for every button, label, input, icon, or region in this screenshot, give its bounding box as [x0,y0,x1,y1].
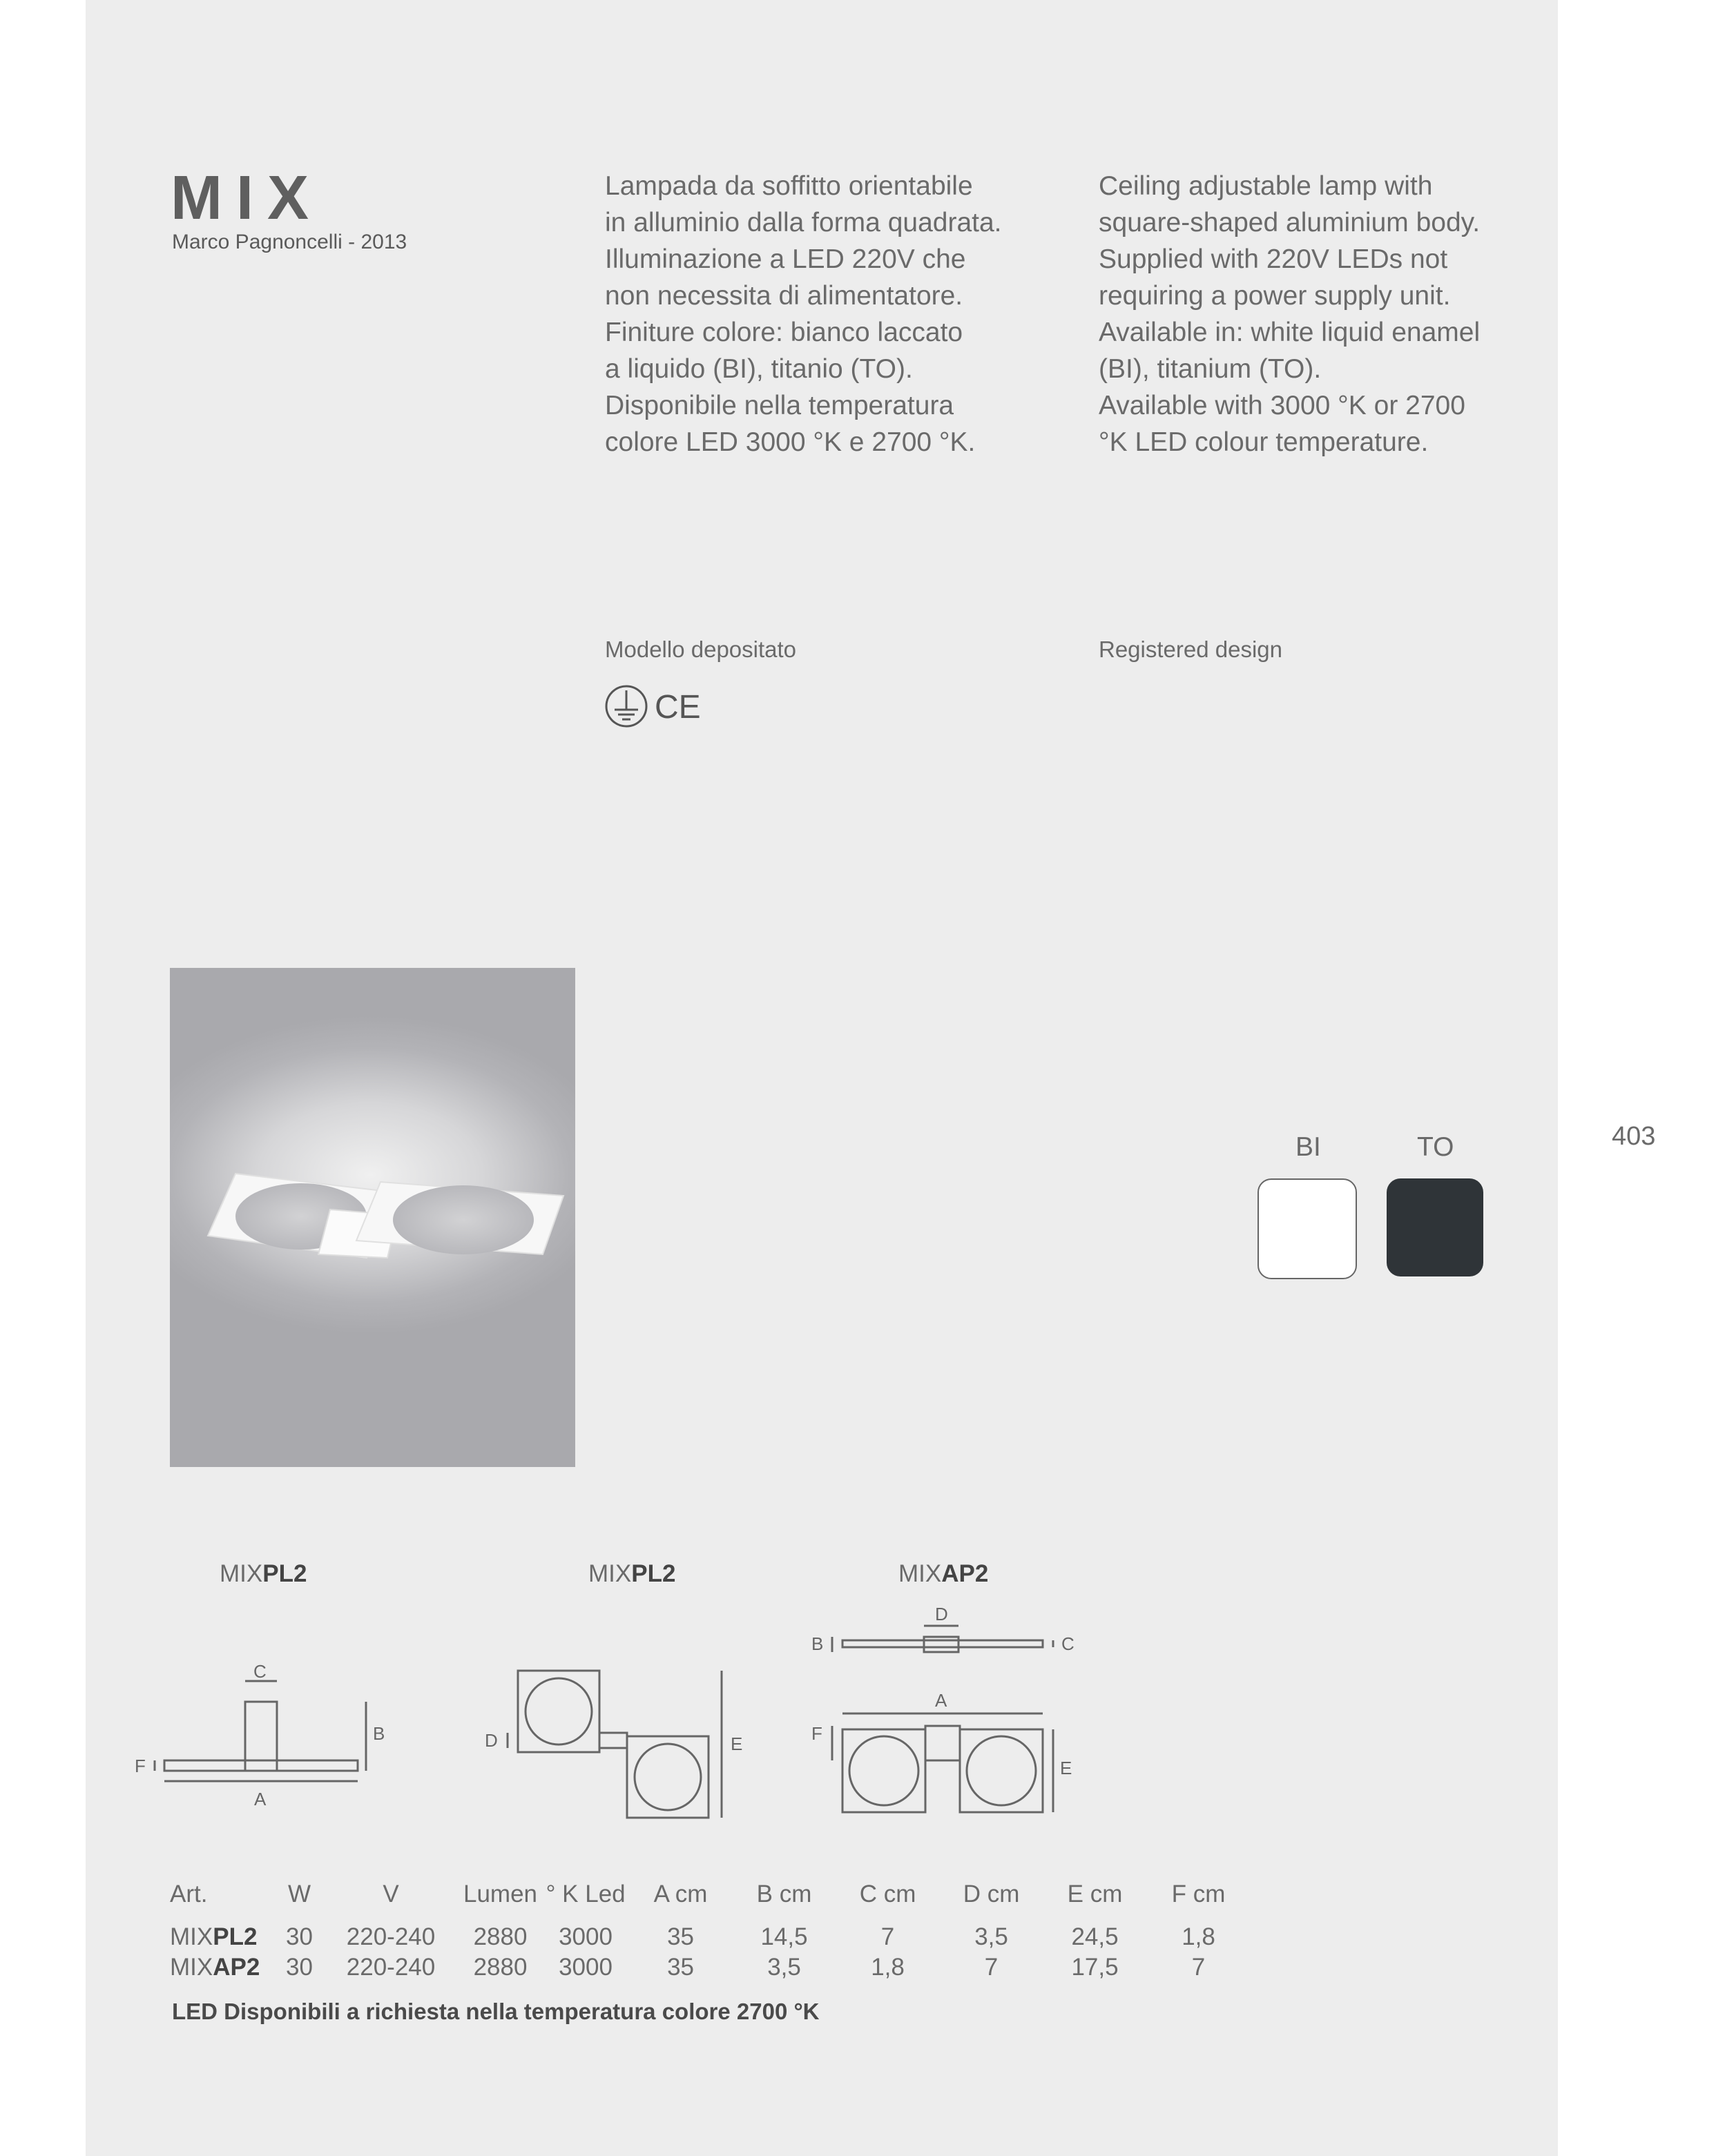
product-photo [170,968,575,1467]
table-cell: 1,8 [871,1954,905,1981]
finish-label-to: TO [1417,1132,1454,1162]
article-prefix: MIX [170,1923,213,1950]
lamp-diffuser-right [393,1185,534,1254]
dimension-label: F [135,1756,146,1776]
description-line: Lampada da soffitto orientabile [605,171,973,201]
dimension-label: B [373,1723,385,1744]
column-header: V [383,1881,399,1907]
table-cell: 30 [286,1954,313,1981]
dimension-label: A [254,1789,267,1809]
column-header: F cm [1171,1881,1226,1907]
dimension-label: D [935,1604,948,1624]
certification-marks [605,683,709,735]
description-line: Ceiling adjustable lamp with [1099,171,1433,201]
dimension-label: C [1061,1633,1074,1654]
description-line: non necessita di alimentatore. [605,281,963,311]
table-header-row [170,1881,1255,1922]
table-cell: 14,5 [760,1923,808,1950]
description-line: a liquido (BI), titanio (TO). [605,354,913,384]
description-line: Illuminazione a LED 220V che [605,244,966,274]
model-prefix: MIX [588,1560,632,1587]
table-cell: 7 [984,1954,999,1981]
registered-design-italian: Modello depositato [605,637,797,662]
technical-drawing-ap2 [804,1602,1095,1829]
table-cell: 3000 [559,1923,613,1950]
dimension-label: E [1060,1758,1072,1778]
article-cell [170,1922,280,1952]
page-number: 403 [1612,1122,1656,1151]
table-cell: 30 [286,1923,313,1950]
dimension-label: A [935,1690,947,1711]
table-cell: 3,5 [767,1954,801,1981]
description-line: Available in: white liquid enamel [1099,318,1481,347]
description-line: Available with 3000 °K or 2700 [1099,391,1465,420]
article-code: AP2 [213,1954,260,1981]
specification-table [170,1881,1255,1983]
dimension-label: D [485,1730,498,1751]
article-code: PL2 [213,1923,258,1950]
technical-drawing-pl2-side [124,1609,414,1816]
dimension-label: C [253,1661,267,1682]
description-line: °K LED colour temperature. [1099,427,1429,457]
table-cell: 220-240 [346,1954,436,1981]
table-cell: 220-240 [346,1923,436,1950]
finish-swatch-white [1257,1178,1357,1279]
drawing-title-1 [220,1560,307,1588]
table-row [170,1922,1255,1952]
description-line: Finiture colore: bianco laccato [605,318,963,347]
table-cell: 2880 [473,1954,528,1981]
column-header: Lumen [463,1881,538,1907]
column-header: E cm [1067,1881,1123,1907]
finish-label-bi: BI [1295,1132,1321,1162]
model-code: AP2 [941,1560,989,1587]
column-header: ° K Led [546,1881,626,1907]
description-italian [605,168,1047,460]
description-line: Supplied with 220V LEDs not [1099,244,1448,274]
column-header: W [287,1881,311,1907]
dimension-label: F [811,1723,822,1744]
table-cell: 1,8 [1182,1923,1215,1950]
registered-design-english: Registered design [1099,637,1282,662]
designer-credit: Marco Pagnoncelli - 2013 [172,231,407,253]
table-cell: 2880 [473,1923,528,1950]
dimension-label: E [731,1733,743,1754]
product-title: MIX [171,164,323,233]
table-cell: 24,5 [1071,1923,1119,1950]
finish-swatch-titanium [1387,1178,1483,1276]
column-header: A cm [653,1881,708,1907]
column-header: D cm [963,1881,1020,1907]
drawing-title-3 [898,1560,988,1588]
description-line: in alluminio dalla forma quadrata. [605,208,1002,237]
table-cell: 3,5 [974,1923,1008,1950]
column-header: C cm [859,1881,916,1907]
model-prefix: MIX [898,1560,942,1587]
dimension-label: B [811,1633,824,1654]
model-code: PL2 [631,1560,676,1587]
table-cell: 7 [1191,1954,1206,1981]
description-line: square-shaped aluminium body. [1099,208,1481,237]
drawing-title-2 [588,1560,675,1588]
description-line: (BI), titanium (TO). [1099,354,1322,384]
table-row [170,1952,1255,1983]
ce-mark: CE [655,689,701,726]
model-code: PL2 [262,1560,307,1587]
column-header: B cm [756,1881,812,1907]
description-line: requiring a power supply unit. [1099,281,1451,311]
description-line: colore LED 3000 °K e 2700 °K. [605,427,976,457]
column-header: Art. [170,1881,208,1907]
article-prefix: MIX [170,1954,213,1981]
table-cell: 7 [880,1923,895,1950]
table-cell: 3000 [559,1954,613,1981]
description-english [1099,168,1541,460]
table-cell: 35 [667,1954,694,1981]
availability-note: LED Disponibili a richiesta nella temperatura colore 2700 °K [172,1999,820,2024]
article-cell [170,1952,280,1983]
description-line: Disponibile nella temperatura [605,391,954,420]
earth-ground-icon [605,683,709,732]
technical-drawing-pl2-top [476,1657,767,1836]
table-cell: 17,5 [1071,1954,1119,1981]
model-prefix: MIX [220,1560,263,1587]
table-cell: 35 [667,1923,694,1950]
